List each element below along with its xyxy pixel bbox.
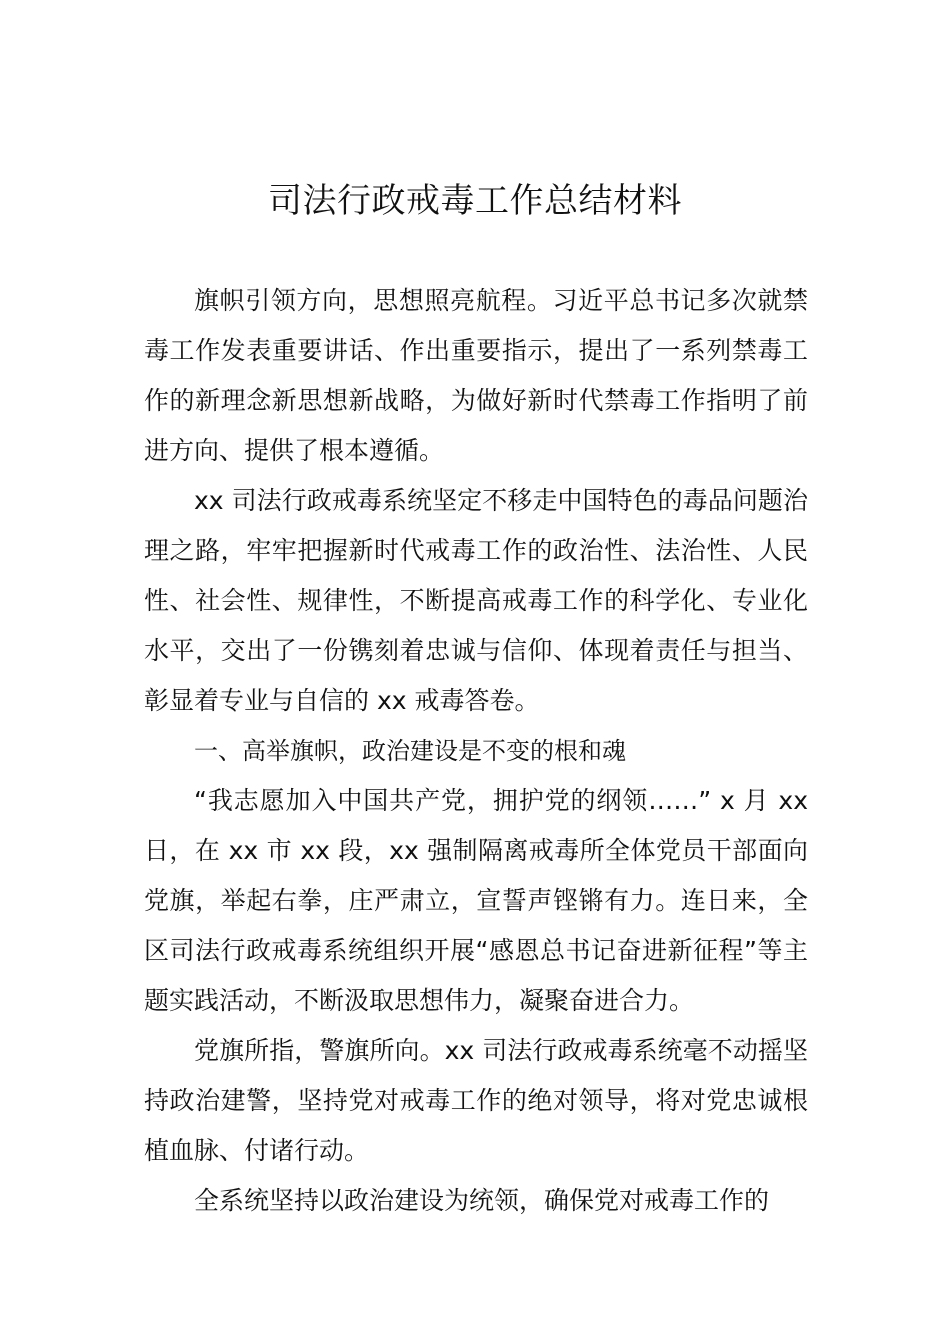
paragraph-oath: “我志愿加入中国共产党，拥护党的纲领……” x 月 xx 日，在 xx 市 xx 段，xx 强制隔离戒毒所全体党员干部面向党旗，举起右拳，庄严肃立，宣誓声铿锵有力。连日来，全区司法行政戒毒系统组织开展“感恩总书记奋进新征程”等主题实践活动，不断汲取思想伟力，凝聚奋进合力。 — [144, 786, 808, 1015]
document-title: 司法行政戒毒工作总结材料 — [268, 181, 682, 221]
paragraph-political-building: 全系统坚持以政治建设为统领，确保党对戒毒工作的 — [194, 1186, 770, 1215]
document-body — [144, 276, 808, 1226]
paragraph-flag: 党旗所指，警旗所向。xx 司法行政戒毒系统毫不动摇坚持政治建警，坚持党对戒毒工作的绝对领导，将对党忠诚根植血脉、付诸行动。 — [144, 1036, 808, 1165]
paragraph-overview: xx 司法行政戒毒系统坚定不移走中国特色的毒品问题治理之路，牢牢把握新时代戒毒工作的政治性、法治性、人民性、社会性、规律性，不断提高戒毒工作的科学化、专业化水平，交出了一份镌刻着忠诚与信仰、体现着责任与担当、彰显着专业与自信的 xx 戒毒答卷。 — [144, 486, 808, 715]
section-heading-1: 一、高举旗帜，政治建设是不变的根和魂 — [194, 737, 626, 765]
paragraph-intro: 旗帜引领方向，思想照亮航程。习近平总书记多次就禁毒工作发表重要讲话、作出重要指示，提出了一系列禁毒工作的新理念新思想新战略，为做好新时代禁毒工作指明了前进方向、提供了根本遵循。 — [144, 286, 808, 465]
